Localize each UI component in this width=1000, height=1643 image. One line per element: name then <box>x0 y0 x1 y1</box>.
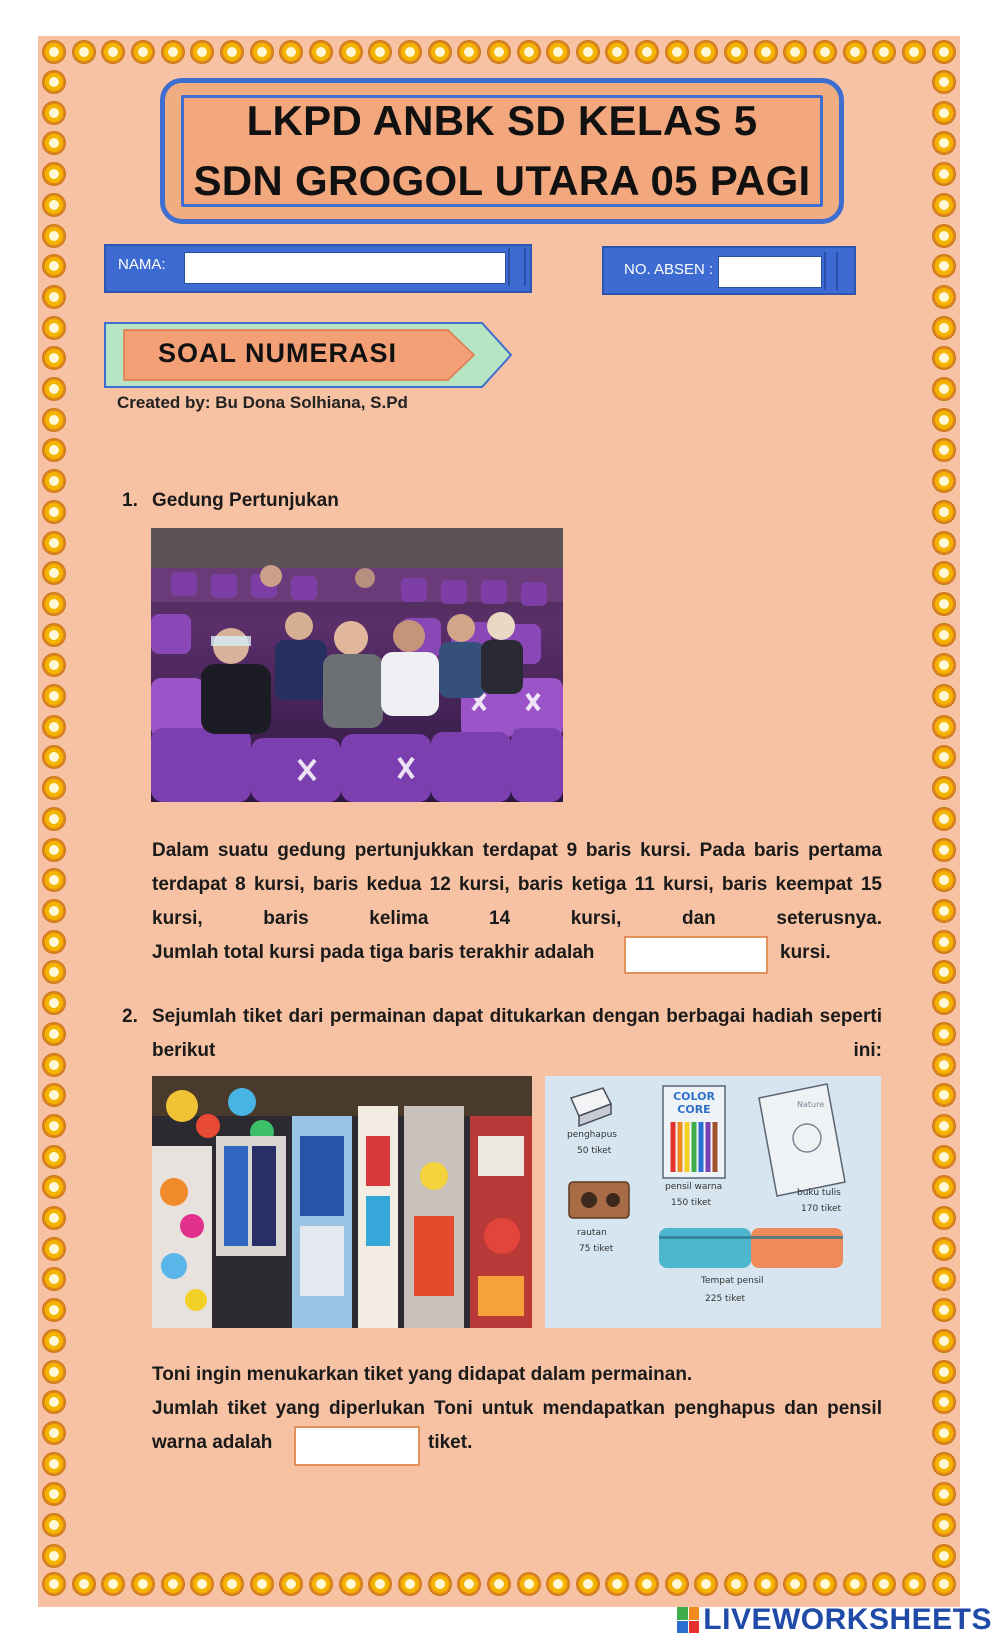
sun-border-icon <box>42 1083 66 1107</box>
pencils-label: pensil warna <box>665 1182 723 1192</box>
sun-border-icon <box>42 1421 66 1445</box>
name-input[interactable] <box>184 252 506 284</box>
book-label: buku tulis <box>797 1188 841 1198</box>
sun-border-icon <box>42 1298 66 1322</box>
sun-border-icon <box>813 40 837 64</box>
question-1-number: 1. <box>122 490 138 511</box>
sun-border-icon <box>428 1572 452 1596</box>
sun-border-icon <box>42 1482 66 1506</box>
border-top <box>42 40 956 64</box>
sun-border-icon <box>487 40 511 64</box>
sun-border-icon <box>932 131 956 155</box>
sun-border-icon <box>932 101 956 125</box>
sun-border-icon <box>42 807 66 831</box>
section-banner <box>104 322 512 388</box>
sun-border-icon <box>190 40 214 64</box>
sun-border-icon <box>42 960 66 984</box>
sun-border-icon <box>220 1572 244 1596</box>
sun-border-icon <box>932 1114 956 1138</box>
sun-border-icon <box>42 745 66 769</box>
pencils-tickets: 150 tiket <box>671 1198 712 1208</box>
sun-border-icon <box>42 162 66 186</box>
sun-border-icon <box>339 40 363 64</box>
border-right <box>932 70 956 1568</box>
eraser-label: penghapus <box>567 1130 617 1140</box>
sun-border-icon <box>932 1022 956 1046</box>
sun-border-icon <box>932 1544 956 1568</box>
sun-border-icon <box>872 1572 896 1596</box>
sun-border-icon <box>932 193 956 217</box>
sun-border-icon <box>932 1053 956 1077</box>
question-2-line-1: Toni ingin menukarkan tiket yang didapat dalam permainan. <box>152 1364 693 1385</box>
question-1-unit: kursi. <box>780 942 831 963</box>
sun-border-icon <box>161 1572 185 1596</box>
sun-border-icon <box>605 1572 629 1596</box>
theater-photo <box>151 528 563 802</box>
sun-border-icon <box>932 1237 956 1261</box>
book-cover-text: Nature <box>797 1100 825 1109</box>
sun-border-icon <box>517 1572 541 1596</box>
question-1-prompt: Jumlah total kursi pada tiga baris terakhir adalah <box>152 942 595 963</box>
liveworksheets-brand: LIVEWORKSHEETS <box>703 1603 992 1636</box>
sun-border-icon <box>339 1572 363 1596</box>
sun-border-icon <box>517 40 541 64</box>
sun-border-icon <box>665 40 689 64</box>
name-label: NAMA: <box>118 256 166 273</box>
sun-border-icon <box>279 40 303 64</box>
sun-border-icon <box>42 500 66 524</box>
sun-border-icon <box>279 1572 303 1596</box>
sun-border-icon <box>42 1390 66 1414</box>
sun-border-icon <box>42 1513 66 1537</box>
sun-border-icon <box>932 500 956 524</box>
sun-border-icon <box>42 469 66 493</box>
sun-border-icon <box>932 807 956 831</box>
liveworksheets-logo-icon <box>677 1607 699 1633</box>
sun-border-icon <box>932 592 956 616</box>
liveworksheets-logo <box>677 1603 992 1637</box>
sun-border-icon <box>932 346 956 370</box>
sun-border-icon <box>635 40 659 64</box>
sun-border-icon <box>902 1572 926 1596</box>
sharpener-tickets: 75 tiket <box>579 1244 614 1254</box>
sun-border-icon <box>428 40 452 64</box>
sun-border-icon <box>872 40 896 64</box>
sun-border-icon <box>42 131 66 155</box>
sun-border-icon <box>754 1572 778 1596</box>
sun-border-icon <box>398 1572 422 1596</box>
sun-border-icon <box>250 1572 274 1596</box>
question-2-unit: tiket. <box>428 1432 473 1453</box>
sun-border-icon <box>42 1544 66 1568</box>
sun-border-icon <box>932 930 956 954</box>
sun-border-icon <box>42 1114 66 1138</box>
sun-border-icon <box>42 40 66 64</box>
sun-border-icon <box>843 40 867 64</box>
sun-border-icon <box>101 40 125 64</box>
sun-border-icon <box>932 899 956 923</box>
sun-border-icon <box>42 224 66 248</box>
sun-border-icon <box>902 40 926 64</box>
sun-border-icon <box>42 1360 66 1384</box>
sun-border-icon <box>932 1329 956 1353</box>
sun-border-icon <box>694 1572 718 1596</box>
sun-border-icon <box>42 70 66 94</box>
sun-border-icon <box>42 346 66 370</box>
absen-label: NO. ABSEN : <box>624 261 714 278</box>
sun-border-icon <box>42 715 66 739</box>
sun-border-icon <box>487 1572 511 1596</box>
sun-border-icon <box>42 531 66 555</box>
name-field-box <box>104 244 532 293</box>
sun-border-icon <box>42 408 66 432</box>
sun-border-icon <box>754 40 778 64</box>
sun-border-icon <box>932 70 956 94</box>
sun-border-icon <box>398 40 422 64</box>
sun-border-icon <box>932 1267 956 1291</box>
sun-border-icon <box>42 868 66 892</box>
sun-border-icon <box>843 1572 867 1596</box>
sun-border-icon <box>932 1482 956 1506</box>
sun-border-icon <box>694 40 718 64</box>
question-2-answer-input[interactable] <box>294 1426 420 1466</box>
sun-border-icon <box>932 1175 956 1199</box>
title-frame <box>160 78 844 224</box>
sun-border-icon <box>42 1053 66 1077</box>
eraser-tickets: 50 tiket <box>577 1146 612 1156</box>
sun-border-icon <box>605 40 629 64</box>
sun-border-icon <box>42 254 66 278</box>
sun-border-icon <box>932 224 956 248</box>
absen-field-box <box>602 246 856 295</box>
sun-border-icon <box>42 101 66 125</box>
sun-border-icon <box>932 162 956 186</box>
sun-border-icon <box>190 1572 214 1596</box>
sun-border-icon <box>932 1513 956 1537</box>
sun-border-icon <box>42 592 66 616</box>
sun-border-icon <box>932 684 956 708</box>
sun-border-icon <box>42 684 66 708</box>
sun-border-icon <box>42 1452 66 1476</box>
case-tickets: 225 tiket <box>705 1294 746 1304</box>
question-2-line-2: Jumlah tiket yang diperlukan Toni untuk mendapatkan penghapus dan pensil <box>152 1398 882 1419</box>
question-2-number: 2. <box>122 1006 138 1027</box>
sun-border-icon <box>42 316 66 340</box>
sun-border-icon <box>635 1572 659 1596</box>
sharpener-label: rautan <box>577 1228 607 1238</box>
sun-border-icon <box>932 377 956 401</box>
sun-border-icon <box>813 1572 837 1596</box>
sun-border-icon <box>72 40 96 64</box>
sun-border-icon <box>42 377 66 401</box>
case-label: Tempat pensil <box>701 1276 764 1286</box>
sun-border-icon <box>932 1390 956 1414</box>
sun-border-icon <box>42 930 66 954</box>
sun-border-icon <box>576 1572 600 1596</box>
question-2-intro: Sejumlah tiket dari permainan dapat ditukarkan dengan berbagai hadiah seperti berikut ini: <box>152 1006 882 1061</box>
sun-border-icon <box>42 991 66 1015</box>
sun-border-icon <box>42 193 66 217</box>
question-1-title: Gedung Pertunjukan <box>152 490 339 511</box>
sun-border-icon <box>932 40 956 64</box>
section-title: SOAL NUMERASI <box>158 338 398 368</box>
sun-border-icon <box>932 745 956 769</box>
pencils-brand: COLOR CORE <box>673 1090 715 1116</box>
name-field-bracket <box>508 248 526 286</box>
sun-border-icon <box>42 1572 66 1596</box>
sun-border-icon <box>932 653 956 677</box>
sun-border-icon <box>932 469 956 493</box>
sun-border-icon <box>131 40 155 64</box>
sun-border-icon <box>783 40 807 64</box>
sun-border-icon <box>665 1572 689 1596</box>
sun-border-icon <box>932 254 956 278</box>
sun-border-icon <box>42 653 66 677</box>
border-bottom <box>42 1572 956 1596</box>
sun-border-icon <box>42 1267 66 1291</box>
sun-border-icon <box>161 40 185 64</box>
prize-list-image <box>545 1076 881 1328</box>
sun-border-icon <box>932 838 956 862</box>
sun-border-icon <box>932 1572 956 1596</box>
sun-border-icon <box>42 285 66 309</box>
sun-border-icon <box>932 715 956 739</box>
sun-border-icon <box>932 960 956 984</box>
sun-border-icon <box>309 1572 333 1596</box>
sun-border-icon <box>220 40 244 64</box>
sun-border-icon <box>932 285 956 309</box>
sun-border-icon <box>932 868 956 892</box>
sun-border-icon <box>42 776 66 800</box>
question-1-text: Dalam suatu gedung pertunjukkan terdapat 9 baris kursi. Pada baris pertama terdapat 8 kursi, baris kedua 12 kursi, baris ketiga 11 kursi, baris keempat 15 kursi, baris kelima 14 kursi, dan seterusnya. <box>152 840 882 929</box>
sun-border-icon <box>932 1452 956 1476</box>
sun-border-icon <box>457 40 481 64</box>
sun-border-icon <box>368 1572 392 1596</box>
question-1-answer-input[interactable] <box>624 936 768 974</box>
sun-border-icon <box>42 1329 66 1353</box>
sun-border-icon <box>546 40 570 64</box>
title-line-2: SDN GROGOL UTARA 05 PAGI <box>193 157 811 204</box>
sun-border-icon <box>932 1421 956 1445</box>
sun-border-icon <box>42 623 66 647</box>
prize-shop-photo <box>152 1076 532 1328</box>
sun-border-icon <box>932 1145 956 1169</box>
sun-border-icon <box>42 438 66 462</box>
book-tickets: 170 tiket <box>801 1204 842 1214</box>
question-2-prompt: warna adalah <box>152 1432 273 1453</box>
absen-field-bracket <box>824 252 838 290</box>
sun-border-icon <box>576 40 600 64</box>
sun-border-icon <box>309 40 333 64</box>
sun-border-icon <box>42 1206 66 1230</box>
sun-border-icon <box>42 1022 66 1046</box>
sun-border-icon <box>42 1237 66 1261</box>
sun-border-icon <box>101 1572 125 1596</box>
sun-border-icon <box>42 1175 66 1199</box>
sun-border-icon <box>724 1572 748 1596</box>
sun-border-icon <box>932 776 956 800</box>
sun-border-icon <box>932 623 956 647</box>
sun-border-icon <box>72 1572 96 1596</box>
sun-border-icon <box>932 1083 956 1107</box>
sun-border-icon <box>42 899 66 923</box>
author-credit: Created by: Bu Dona Solhiana, S.Pd <box>117 393 408 412</box>
sun-border-icon <box>932 531 956 555</box>
title-panel <box>181 95 823 207</box>
sun-border-icon <box>42 561 66 585</box>
border-left <box>42 70 66 1568</box>
sun-border-icon <box>932 408 956 432</box>
sun-border-icon <box>131 1572 155 1596</box>
title-line-1: LKPD ANBK SD KELAS 5 <box>246 97 758 144</box>
sun-border-icon <box>42 1145 66 1169</box>
sun-border-icon <box>932 991 956 1015</box>
sun-border-icon <box>250 40 274 64</box>
sun-border-icon <box>457 1572 481 1596</box>
sun-border-icon <box>783 1572 807 1596</box>
sun-border-icon <box>932 1298 956 1322</box>
sun-border-icon <box>932 438 956 462</box>
sun-border-icon <box>932 561 956 585</box>
absen-input[interactable] <box>718 256 822 288</box>
sun-border-icon <box>932 1360 956 1384</box>
sun-border-icon <box>368 40 392 64</box>
sun-border-icon <box>546 1572 570 1596</box>
sun-border-icon <box>724 40 748 64</box>
sun-border-icon <box>42 838 66 862</box>
sun-border-icon <box>932 1206 956 1230</box>
sun-border-icon <box>932 316 956 340</box>
